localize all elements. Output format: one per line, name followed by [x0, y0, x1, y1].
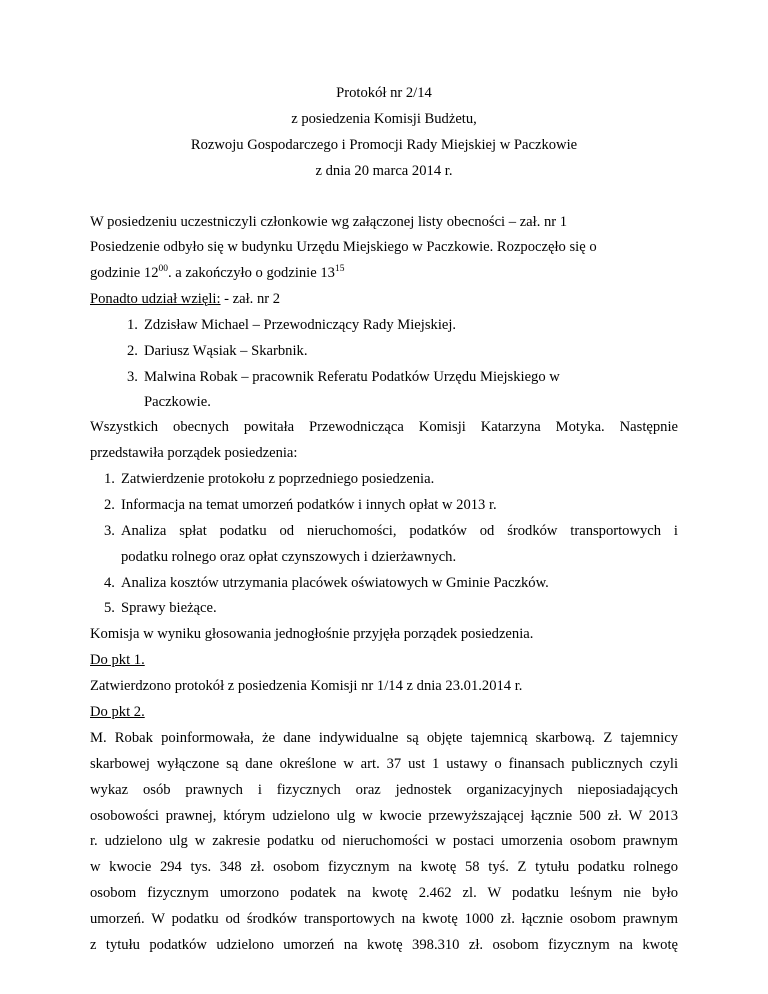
intro-line-2: Posiedzenie odbyło się w budynku Urzędu Miejskiego w Paczkowie. Rozpoczęło się o [90, 239, 597, 255]
item-text: Analiza kosztów utrzymania placówek oświatowych w Gminie Paczków. [121, 575, 549, 591]
item-text: Dariusz Wąsiak – Skarbnik. [144, 343, 308, 359]
participant-item [127, 368, 560, 386]
pkt1-text: Zatwierdzono protokół z posiedzenia Komisji nr 1/14 z dnia 23.01.2014 r. [90, 678, 523, 694]
item-text: Zdzisław Michael – Przewodniczący Rady Miejskiej. [144, 317, 457, 333]
agenda-item [104, 522, 678, 540]
pkt2-line: skarbowej wyłączone są dane określone w art. 37 ust 1 ustawy o finansach publicznych czyli [90, 756, 678, 772]
pkt2-line: z tytułu podatków udzielono umorzeń na kwotę 398.310 zł. osobom fizycznym na kwotę [90, 937, 678, 953]
item-number: 4. [104, 575, 115, 591]
participants-heading: Ponadto udział wzięli: [90, 291, 221, 307]
item-number: 3. [104, 523, 115, 539]
time-mid: . a zakończyło o godzinie 13 [168, 265, 335, 281]
time-end-sup: 15 [334, 264, 345, 274]
participants-heading-line [90, 290, 280, 308]
pkt1-heading: Do pkt 1. [90, 652, 145, 668]
pkt2-heading: Do pkt 2. [90, 704, 145, 720]
agenda-item [104, 574, 549, 592]
participant-item [127, 316, 456, 334]
pkt2-line: osobom fizycznym umorzono podatek na kwotę 2.462 zl. W podatku leśnym nie było [90, 885, 678, 901]
pkt2-line: osobowości prawnej, którym udzielono ulg w kwocie przewyższającej łącznie 500 zł. W 2013 [90, 808, 678, 824]
participant-item-cont: Paczkowie. [144, 394, 211, 410]
item-text: Malwina Robak – pracownik Referatu Podatków Urzędu Miejskiego w [144, 369, 560, 385]
item-number: 1. [104, 471, 115, 487]
participants-attachment: - zał. nr 2 [220, 291, 281, 307]
agenda-intro-line-2: przedstawiła porządek posiedzenia: [90, 445, 298, 461]
time-start-sup: 00 [158, 264, 168, 274]
intro-line-1: W posiedzeniu uczestniczyli członkowie wg załączonej listy obecności – zał. nr 1 [90, 214, 568, 230]
agenda-intro-line-1: Wszystkich obecnych powitała Przewodnicząca Komisji Katarzyna Motyka. Następnie [90, 419, 678, 435]
item-number: 3. [127, 369, 138, 385]
item-number: 1. [127, 317, 138, 333]
item-text: Informacja na temat umorzeń podatków i innych opłat w 2013 r. [121, 497, 497, 513]
participant-item [127, 342, 307, 360]
item-text: Sprawy bieżące. [121, 600, 217, 616]
pkt2-line: umorzeń. W podatku od środków transportowych na kwotę 1000 zł. łącznie osobom prawnym [90, 911, 678, 927]
item-number: 5. [104, 600, 115, 616]
header-date: z dnia 20 marca 2014 r. [315, 163, 453, 179]
pkt2-line: w kwocie 294 tys. 348 zł. osobom fizycznym na kwotę 58 tyś. Z tytułu podatku rolnego [90, 859, 678, 875]
intro-time-line [90, 264, 344, 282]
item-text: Zatwierdzenie protokołu z poprzedniego posiedzenia. [121, 471, 435, 487]
agenda-item [104, 470, 434, 488]
document-title: Protokół nr 2/14 [336, 85, 432, 101]
header-line-2: z posiedzenia Komisji Budżetu, [291, 111, 477, 127]
vote-text: Komisja w wyniku głosowania jednogłośnie przyjęła porządek posiedzenia. [90, 626, 534, 642]
pkt2-line: M. Robak poinformowała, że dane indywidualne są objęte tajemnicą skarbową. Z tajemnicy [90, 730, 678, 746]
item-text: Analiza spłat podatku od nieruchomości, podatków od środków transportowych i [121, 523, 678, 539]
item-number: 2. [104, 497, 115, 513]
header-line-3: Rozwoju Gospodarczego i Promocji Rady Miejskiej w Paczkowie [190, 137, 578, 153]
agenda-item-cont: podatku rolnego oraz opłat czynszowych i dzierżawnych. [121, 549, 457, 565]
item-number: 2. [127, 343, 138, 359]
agenda-item [104, 496, 497, 514]
time-prefix: godzinie 12 [90, 265, 159, 281]
agenda-item [104, 599, 217, 617]
pkt2-line: r. udzielono ulg w zakresie podatku od nieruchomości w postaci umorzenia osobom prawnym [90, 833, 678, 849]
pkt2-line: wykaz osób prawnych i fizycznych oraz jednostek organizacyjnych nieposiadających [90, 782, 678, 798]
